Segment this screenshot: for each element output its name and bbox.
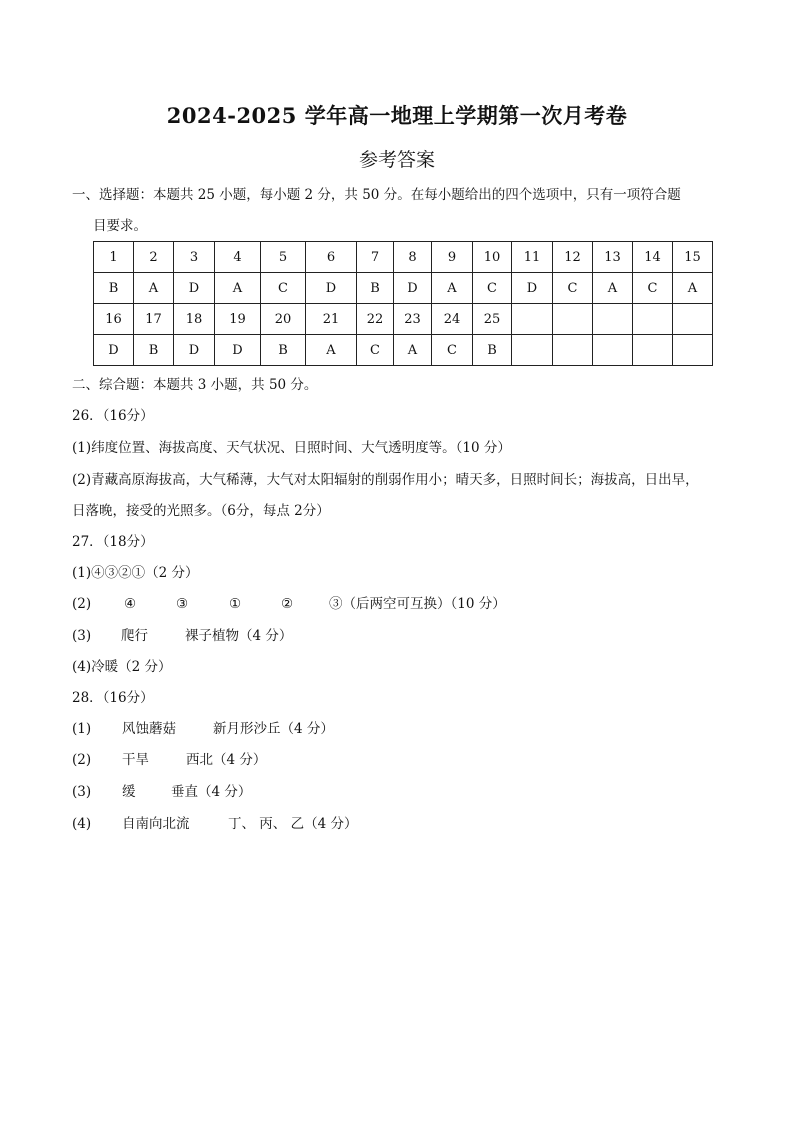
q28-part1 (72, 720, 334, 738)
q27-part3 (72, 627, 292, 645)
section1-intro-line1: 一、选择题：本题共 25 小题，每小题 2 分，共 50 分。在每小题给出的四个选项中，只有一项符合题 (72, 187, 681, 203)
q28-heading: 28．（16分） (72, 690, 154, 706)
page-title: 2024-2025 学年高一地理上学期第一次月考卷 (166, 103, 628, 128)
answer-blank: ③ (176, 596, 189, 612)
table-cell: A (134, 273, 174, 304)
table-cell: 17 (134, 304, 174, 335)
q28-part4 (72, 815, 357, 833)
table-cell: 4 (215, 242, 261, 273)
table-cell (593, 335, 633, 366)
table-cell: 13 (593, 242, 633, 273)
table-cell: 16 (94, 304, 134, 335)
table-cell: D (394, 273, 432, 304)
answer-table (93, 241, 713, 366)
table-cell: C (261, 273, 306, 304)
table-cell: D (512, 273, 553, 304)
answer-blank: 垂直（4 分） (171, 784, 252, 800)
part-number: (3) (72, 628, 92, 644)
table-cell: 24 (432, 304, 473, 335)
q27-part1: (1)④③②①（2 分） (72, 565, 199, 581)
q28-part2 (72, 751, 266, 769)
q26-part2-line1: (2)青藏高原海拔高，大气稀薄，大气对太阳辐射的削弱作用小；晴天多，日照时间长；海拔高，日出早， (72, 472, 699, 488)
table-cell: B (134, 335, 174, 366)
table-row (94, 304, 713, 335)
answer-blank: 裸子植物（4 分） (185, 628, 293, 644)
answer-blank: ② (281, 596, 294, 612)
table-cell: 9 (432, 242, 473, 273)
table-cell: B (94, 273, 134, 304)
table-cell: 8 (394, 242, 432, 273)
table-cell: D (94, 335, 134, 366)
answer-blank: 丁、 丙、 乙（4 分） (228, 816, 358, 832)
table-cell: D (215, 335, 261, 366)
table-cell (673, 335, 713, 366)
table-cell: 18 (174, 304, 215, 335)
table-row (94, 242, 713, 273)
table-cell: C (553, 273, 593, 304)
table-cell (633, 335, 673, 366)
table-cell: D (174, 335, 215, 366)
answer-blank: 自南向北流 (122, 816, 190, 832)
table-cell: 1 (94, 242, 134, 273)
table-cell (673, 304, 713, 335)
table-cell: B (261, 335, 306, 366)
table-row (94, 273, 713, 304)
table-cell: A (593, 273, 633, 304)
answer-blank: 新月形沙丘（4 分） (213, 721, 334, 737)
part-number: (4) (72, 816, 92, 832)
q26-part2-line2: 日落晚，接受的光照多。（6分，每点 2分） (72, 503, 330, 519)
answer-blank: 风蚀蘑菇 (122, 721, 176, 737)
table-cell: 11 (512, 242, 553, 273)
table-row (94, 335, 713, 366)
table-cell (553, 335, 593, 366)
table-cell: C (473, 273, 512, 304)
table-cell: 25 (473, 304, 512, 335)
table-cell: A (215, 273, 261, 304)
table-cell: 20 (261, 304, 306, 335)
q27-part2 (72, 595, 506, 613)
table-cell: B (473, 335, 512, 366)
table-cell: 19 (215, 304, 261, 335)
table-cell: A (306, 335, 357, 366)
answer-blank: 爬行 (121, 628, 148, 644)
table-cell: A (394, 335, 432, 366)
table-cell: 14 (633, 242, 673, 273)
table-cell: 12 (553, 242, 593, 273)
part-number: (2) (72, 596, 92, 612)
table-cell: 10 (473, 242, 512, 273)
q27-heading: 27．（18分） (72, 534, 154, 550)
table-cell: D (306, 273, 357, 304)
page-subtitle: 参考答案 (358, 149, 435, 171)
table-cell: 15 (673, 242, 713, 273)
table-cell (512, 304, 553, 335)
table-cell: 7 (357, 242, 394, 273)
table-cell: 23 (394, 304, 432, 335)
table-cell: B (357, 273, 394, 304)
section1-intro-line2: 目要求。 (93, 218, 147, 234)
table-cell: 21 (306, 304, 357, 335)
table-cell: 5 (261, 242, 306, 273)
section2-intro: 二、综合题：本题共 3 小题，共 50 分。 (72, 377, 318, 393)
answer-blank: ① (229, 596, 242, 612)
answer-blank: ③（后两空可互换）（10 分） (329, 596, 506, 612)
q28-part3 (72, 783, 251, 801)
table-cell: C (633, 273, 673, 304)
table-cell (553, 304, 593, 335)
table-cell (512, 335, 553, 366)
table-cell: C (432, 335, 473, 366)
table-cell: C (357, 335, 394, 366)
table-cell: 2 (134, 242, 174, 273)
table-cell: 6 (306, 242, 357, 273)
table-cell (593, 304, 633, 335)
answer-blank: 西北（4 分） (186, 752, 267, 768)
table-cell (633, 304, 673, 335)
part-number: (3) (72, 784, 92, 800)
q26-heading: 26．（16分） (72, 408, 154, 424)
answer-blank: 干旱 (122, 752, 149, 768)
table-cell: A (673, 273, 713, 304)
part-number: (2) (72, 752, 92, 768)
q26-part1: (1)纬度位置、海拔高度、天气状况、日照时间、大气透明度等。（10 分） (72, 440, 511, 456)
answer-blank: ④ (124, 596, 137, 612)
table-cell: 3 (174, 242, 215, 273)
answer-blank: 缓 (122, 784, 136, 800)
part-number: (1) (72, 721, 92, 737)
table-cell: 22 (357, 304, 394, 335)
table-cell: A (432, 273, 473, 304)
table-cell: D (174, 273, 215, 304)
q27-part4: (4)冷暖（2 分） (72, 659, 172, 675)
